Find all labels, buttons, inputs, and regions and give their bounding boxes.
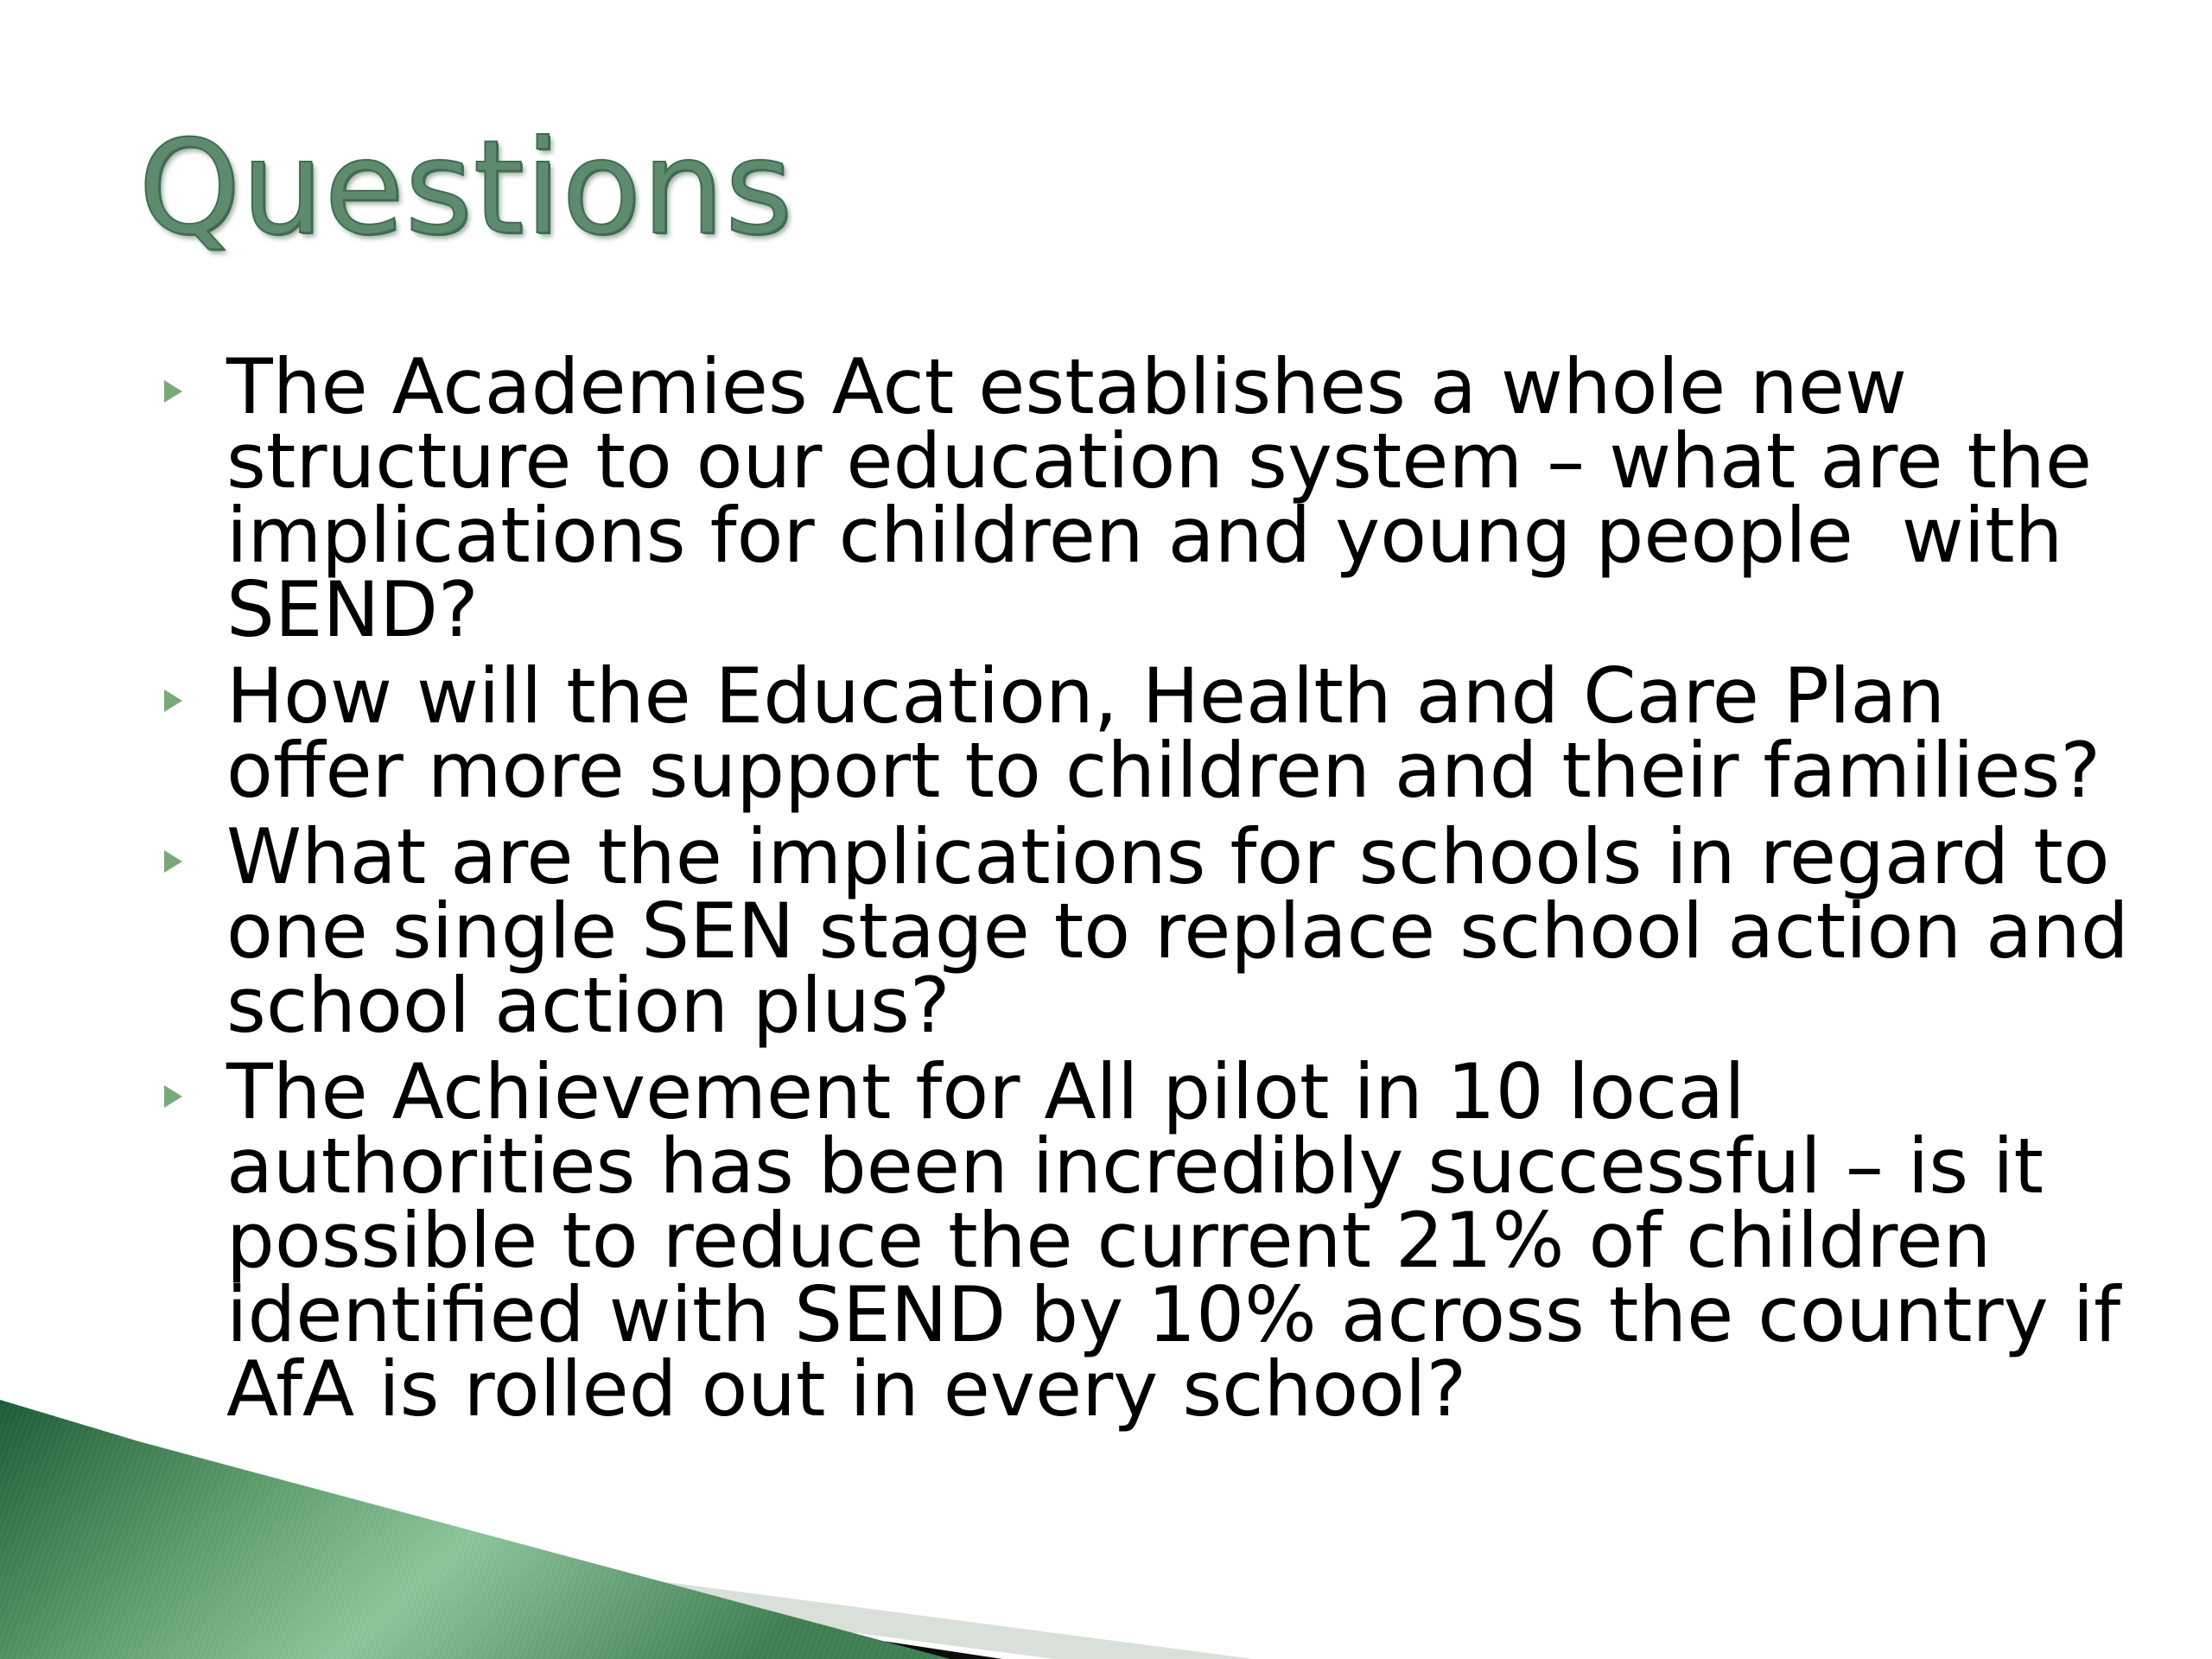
- bullet-line: structure to our education system – what are the: [226, 416, 2092, 505]
- right-triangle-icon: [164, 380, 182, 403]
- green-swoosh-decoration: [0, 1400, 1253, 1659]
- bullet-item: [161, 1047, 2148, 1433]
- bullet-line: identified with SEND by 10% across the country if: [226, 1270, 2121, 1359]
- bullet-item: [161, 812, 2148, 1050]
- bullet-line: implications for children and young people with: [226, 491, 2063, 580]
- right-triangle-icon: [164, 850, 182, 873]
- bullet-item: [161, 652, 2148, 815]
- bullet-line: possible to reduce the current 21% of children: [226, 1196, 1992, 1285]
- bullet-line: SEND?: [226, 565, 479, 654]
- right-triangle-icon: [164, 1085, 182, 1108]
- bullet-item: [161, 342, 2148, 654]
- bullet-line: authorities has been incredibly successful – is it: [226, 1122, 2044, 1211]
- bullet-list: [161, 342, 2148, 1439]
- bullet-line: school action plus?: [226, 961, 950, 1050]
- bullet-line: one single SEN stage to replace school action and: [226, 887, 2129, 976]
- bullet-line: The Achievement for All pilot in 10 local: [226, 1047, 1745, 1136]
- bullet-line: What are the implications for schools in regard to: [226, 812, 2110, 901]
- bullet-line: offer more support to children and their families?: [226, 726, 2101, 815]
- bullet-line: AfA is rolled out in every school?: [226, 1344, 1467, 1433]
- bullet-line: How will the Education, Health and Care Plan: [226, 652, 1946, 741]
- slide-title: Questions: [138, 113, 794, 264]
- bullet-line: The Academies Act establishes a whole new: [226, 342, 1907, 431]
- right-triangle-icon: [164, 690, 182, 712]
